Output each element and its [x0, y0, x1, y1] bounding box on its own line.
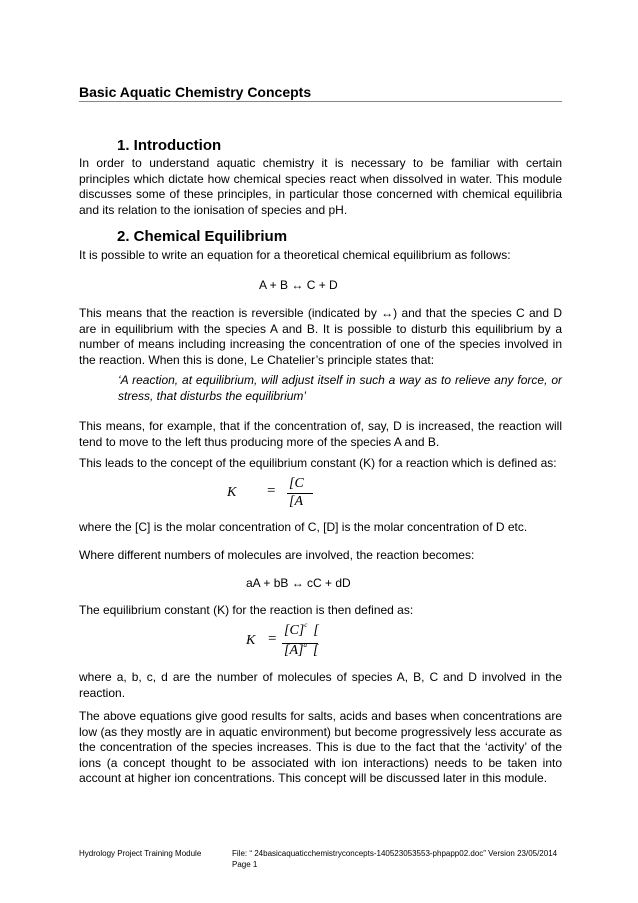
formula-numerator: [C — [289, 476, 304, 491]
section-heading-chemical-equilibrium: 2. Chemical Equilibrium — [117, 228, 288, 245]
reaction-equation-simple: A + B ↔ C + D — [259, 278, 338, 292]
introduction-paragraph: In order to understand aquatic chemistry it is necessary to be familiar with certain principles which dictate how chemical species react when dissolved in water. This module discusses some of these principles, in particular those concerned with chemical equilibria and its relation to the ionisation of species and pH. — [79, 156, 562, 217]
reversible-reaction-paragraph: This means that the reaction is reversible (indicated by ↔) and that the species C and D are in equilibrium with the species A and B. It is possible to disturb this equilibrium by a number of means including increasing the concentration of one of the species involved in the reaction. When this is done, Le Chatelier’s principle states that: — [79, 306, 562, 367]
footer-page-number: Page 1 — [232, 860, 258, 869]
molar-concentration-paragraph: where the [C] is the molar concentration of C, [D] is the molar concentration of D etc. — [79, 520, 528, 534]
general-equilibrium-constant-formula — [240, 620, 350, 664]
formula-k: K — [246, 633, 256, 648]
formula-denominator: $[A]^a$ [ — [284, 641, 319, 658]
different-molecules-paragraph: Where different numbers of molecules are involved, the reaction becomes: — [79, 548, 475, 562]
molecule-count-paragraph: where a, b, c, d are the number of molecules of species A, B, C and D involved in the reaction. — [79, 670, 562, 700]
formula-equals: = — [268, 631, 277, 647]
formula-denominator: [A — [289, 494, 303, 509]
le-chatelier-quote: ‘A reaction, at equilibrium, will adjust itself in such a way as to relieve any force, or stress, that disturbs the equilibrium’ — [118, 373, 562, 403]
formula-numerator: $[C]^c$ [ — [284, 621, 319, 638]
title-underline — [79, 101, 562, 102]
document-title: Basic Aquatic Chemistry Concepts — [79, 84, 312, 100]
equilibrium-constant-paragraph: This leads to the concept of the equilibrium constant (K) for a reaction which is defined as: — [79, 456, 557, 470]
general-constant-paragraph: The equilibrium constant (K) for the reaction is then defined as: — [79, 603, 414, 617]
footer-module-name: Hydrology Project Training Module — [79, 849, 202, 858]
equilibrium-intro-paragraph: It is possible to write an equation for a theoretical chemical equilibrium as follows: — [79, 248, 511, 262]
formula-k: K — [227, 485, 237, 500]
formula-equals: = — [267, 483, 276, 499]
section-heading-introduction: 1. Introduction — [117, 137, 222, 154]
reaction-equation-general: aA + bB ↔ cC + dD — [246, 576, 351, 590]
footer-file-info: File: “ 24basicaquaticchemistryconcepts-140523053553-phpapp02.doc” Version 23/05/2014 — [232, 849, 558, 858]
equilibrium-constant-formula — [223, 475, 333, 517]
activity-concept-paragraph: The above equations give good results for salts, acids and bases when concentrations are low (as they mostly are in aquatic environment) but become progressively less accurate as the concentration of the species increases. This is due to the fact that the ‘activity’ of the ions (a concept thought to be associated with ion interactions) needs to be taken into account at higher ion concentrations. This concept will be discussed later in this module. — [79, 709, 562, 785]
concentration-example-paragraph: This means, for example, that if the concentration of, say, D is increased, the reaction will tend to move to the left thus producing more of the species A and B. — [79, 419, 562, 449]
